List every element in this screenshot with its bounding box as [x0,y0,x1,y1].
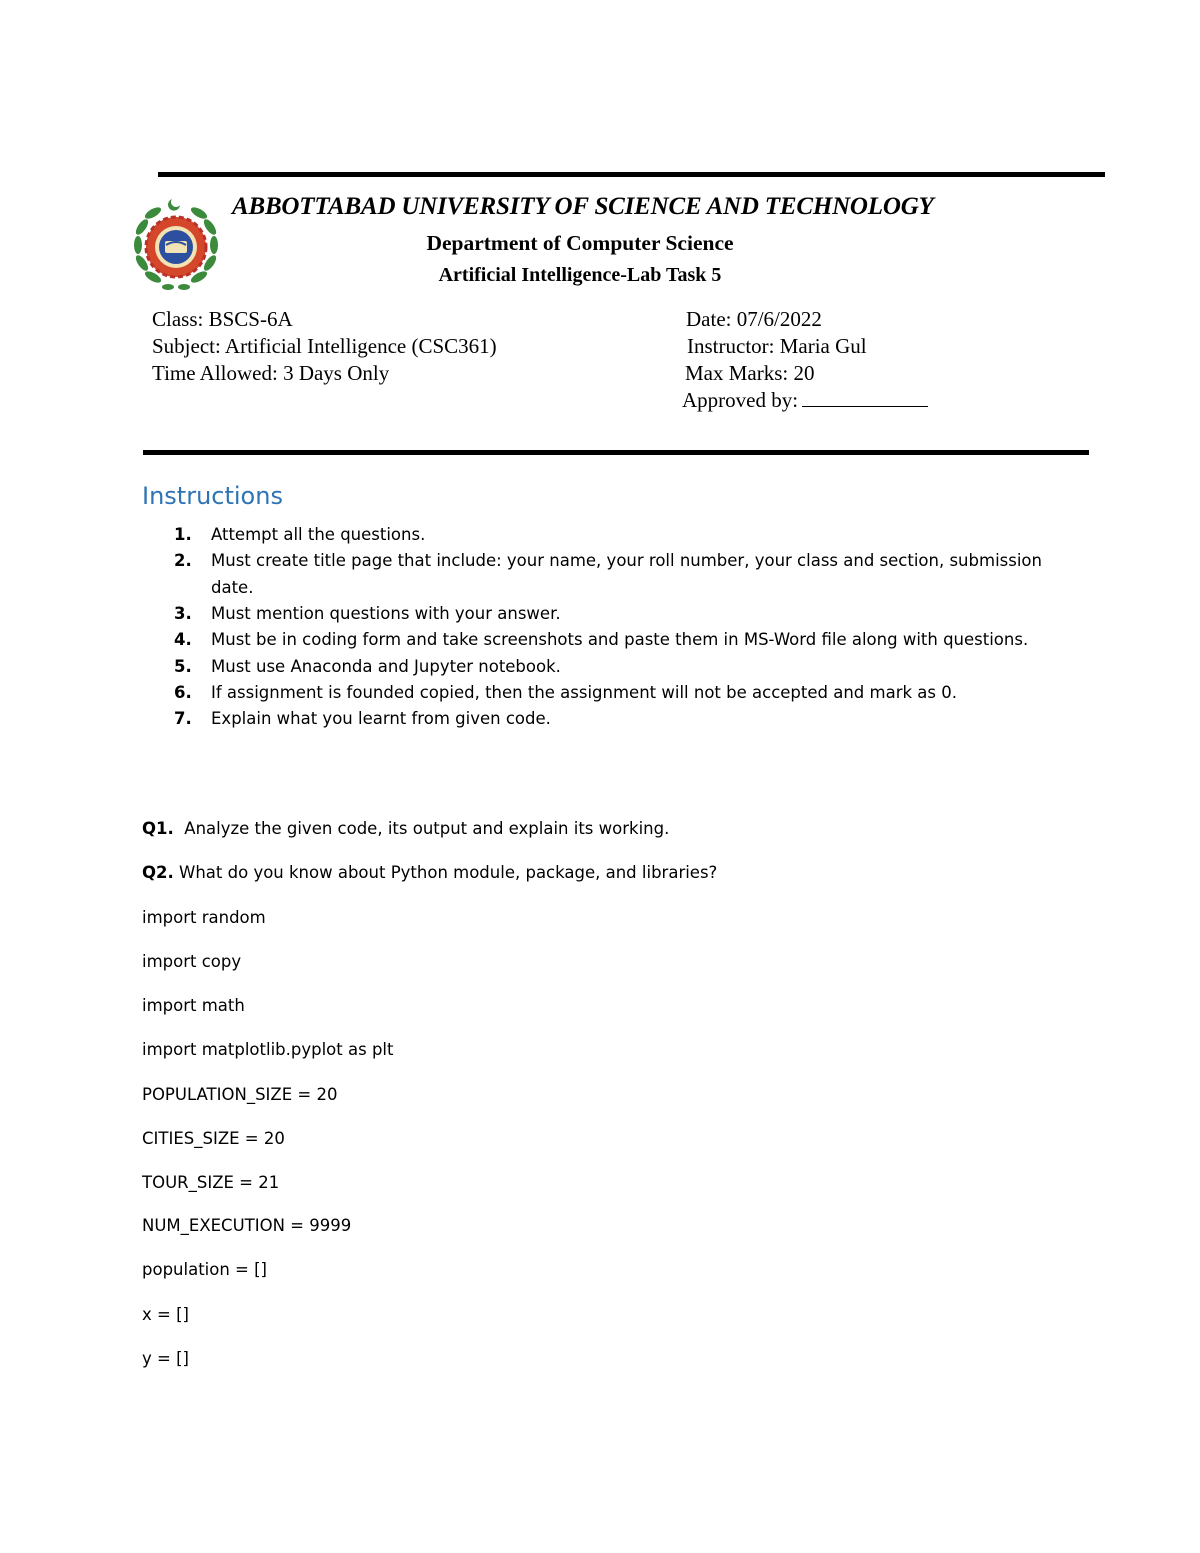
list-item-text: Must mention questions with your answer. [211,604,561,623]
question-2-text: What do you know about Python module, package, and libraries? [179,863,718,882]
list-item [142,654,1042,680]
code-line: x = [] [142,1305,189,1324]
code-line: import random [142,908,266,927]
list-item [142,627,1042,654]
lab-task-title: Artificial Intelligence-Lab Task 5 [438,264,722,286]
list-item-number: 6. [174,682,192,702]
subject-field: Subject: Artificial Intelligence (CSC361) [152,334,497,358]
list-item [142,706,1042,732]
code-line: TOUR_SIZE = 21 [142,1173,280,1192]
list-item-text: Must be in coding form and take screenshots and paste them in MS-Word file along with questions. [211,630,1029,649]
question-1 [142,819,669,838]
list-item [142,680,1042,706]
max-marks-field: Max Marks: 20 [685,361,815,385]
approved-by-blank [802,392,928,407]
code-line: population = [] [142,1260,267,1279]
list-item [142,522,1042,548]
list-item-text: Must use Anaconda and Jupyter notebook. [211,656,561,676]
code-line: NUM_EXECUTION = 9999 [142,1216,352,1235]
department-name: Department of Computer Science [426,231,734,255]
header-top-rule [158,172,1105,177]
header-bottom-rule [143,450,1089,455]
time-allowed-field: Time Allowed: 3 Days Only [152,361,390,385]
list-item-text: Explain what you learnt from given code. [211,708,551,728]
code-line: import math [142,996,245,1015]
question-1-label: Q1. [142,819,174,838]
question-1-text: Analyze the given code, its output and explain its working. [184,819,670,838]
instructor-field: Instructor: Maria Gul [687,334,867,358]
list-item [142,601,1042,627]
question-2-label: Q2. [142,863,174,882]
code-line: y = [] [142,1349,189,1368]
list-item [142,548,1042,601]
university-name: ABBOTTABAD UNIVERSITY OF SCIENCE AND TECHNOLOGY [232,193,934,220]
list-item-number: 5. [174,656,192,676]
instructions-list [142,522,1042,732]
list-item-number: 2. [174,551,192,570]
list-item-number: 1. [174,525,192,544]
class-field: Class: BSCS-6A [152,307,293,331]
list-item-text: If assignment is founded copied, then the assignment will not be accepted and mark as 0. [211,682,957,702]
code-line: POPULATION_SIZE = 20 [142,1085,338,1104]
list-item-number: 7. [174,708,192,728]
approved-by-label: Approved by: [682,388,799,412]
instructions-heading: Instructions [142,482,283,510]
list-item-number: 4. [174,630,192,649]
question-2 [142,863,717,882]
code-line: import copy [142,952,242,971]
date-field: Date: 07/6/2022 [686,307,822,331]
code-line: import matplotlib.pyplot as plt [142,1040,394,1059]
approved-by-field [682,388,928,413]
list-item-number: 3. [174,604,192,623]
list-item-text: Must create title page that include: your name, your roll number, your class and section, submission date. [211,551,1042,597]
list-item-text: Attempt all the questions. [211,525,426,544]
code-line: CITIES_SIZE = 20 [142,1129,285,1148]
